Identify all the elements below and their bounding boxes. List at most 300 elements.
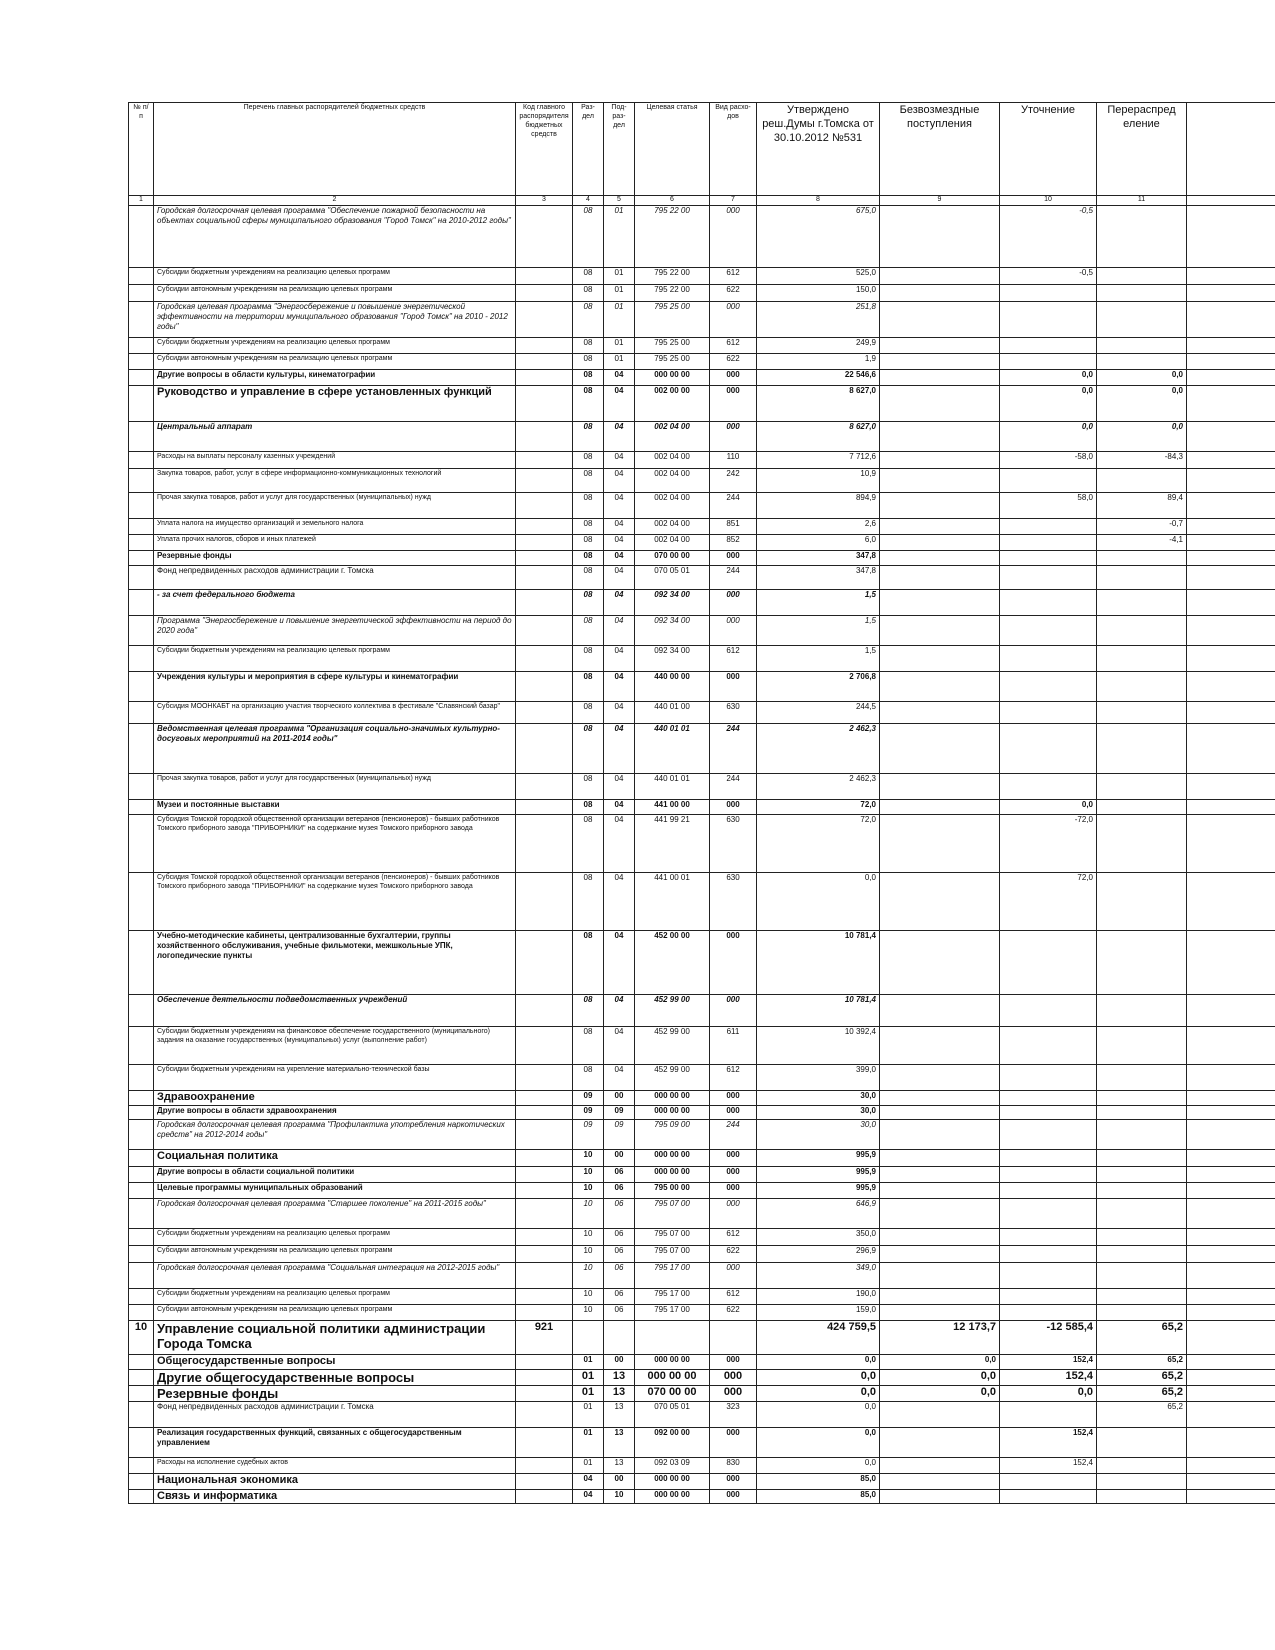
row-number [129,386,154,422]
row-expense-type: 000 [710,206,757,268]
row-number [129,1229,154,1246]
row-redistribution [1097,566,1187,590]
row-refinement [1000,551,1097,566]
row-number [129,646,154,672]
row-refinement [1000,702,1097,724]
row-refinement [1000,285,1097,302]
row-number [129,285,154,302]
row-target-article: 002 04 00 [635,493,710,519]
row-approved-amount: 0,0 [757,1402,880,1428]
row-extra-cell [1187,724,1275,774]
row-extra-cell [1187,1458,1275,1474]
row-name: Руководство и управление в сфере установленных функций [154,386,516,422]
row-refinement [1000,931,1097,995]
row-approved-amount: 30,0 [757,1091,880,1106]
row-podrazdel: 04 [604,724,635,774]
row-name: Обеспечение деятельности подведомственных учреждений [154,995,516,1027]
row-refinement [1000,1027,1097,1065]
row-code [516,800,573,815]
row-number [129,268,154,285]
row-razdel: 08 [573,422,604,452]
col-number: 4 [573,196,604,206]
row-name: Фонд непредвиденных расходов администрации г. Томска [154,566,516,590]
row-name: Закупка товаров, работ, услуг в сфере информационно-коммуникационных технологий [154,469,516,493]
row-podrazdel: 04 [604,469,635,493]
row-refinement: 0,0 [1000,386,1097,422]
row-approved-amount: 0,0 [757,1428,880,1458]
row-free-receipts [880,535,1000,551]
row-number [129,338,154,354]
row-approved-amount: 1,9 [757,354,880,370]
row-target-article: 795 07 00 [635,1246,710,1263]
row-target-article: 092 03 09 [635,1458,710,1474]
row-free-receipts [880,1183,1000,1199]
row-expense-type: 244 [710,774,757,800]
table-row [129,1355,1275,1370]
row-name: Связь и информатика [154,1490,516,1504]
table-row [129,931,1275,995]
row-approved-amount: 296,9 [757,1246,880,1263]
row-redistribution [1097,1027,1187,1065]
row-razdel: 09 [573,1120,604,1150]
row-number [129,422,154,452]
row-code [516,1355,573,1370]
row-expense-type: 000 [710,590,757,616]
row-name: Программа "Энергосбережение и повышение энергетической эффективности на период до 2020 года" [154,616,516,646]
row-code [516,370,573,386]
row-podrazdel: 06 [604,1199,635,1229]
table-row [129,1229,1275,1246]
row-extra-cell [1187,1263,1275,1289]
row-refinement [1000,590,1097,616]
row-expense-type: 630 [710,873,757,931]
row-name: Субсидии бюджетным учреждениям на реализацию целевых программ [154,338,516,354]
row-approved-amount: 85,0 [757,1490,880,1504]
row-razdel: 08 [573,338,604,354]
row-free-receipts [880,995,1000,1027]
row-code [516,1246,573,1263]
row-free-receipts [880,285,1000,302]
row-podrazdel: 13 [604,1458,635,1474]
row-target-article: 000 00 00 [635,1474,710,1490]
table-row [129,268,1275,285]
row-razdel: 01 [573,1386,604,1402]
row-expense-type: 244 [710,724,757,774]
table-row [129,1027,1275,1065]
row-redistribution [1097,1106,1187,1120]
row-approved-amount: 1,5 [757,646,880,672]
row-target-article: 441 99 21 [635,815,710,873]
row-refinement: 72,0 [1000,873,1097,931]
row-name: Учреждения культуры и мероприятия в сфере культуры и кинематографии [154,672,516,702]
row-approved-amount: 1,5 [757,590,880,616]
table-row [129,646,1275,672]
row-redistribution [1097,702,1187,724]
row-code [516,1027,573,1065]
row-podrazdel: 04 [604,370,635,386]
row-redistribution: 65,2 [1097,1402,1187,1428]
row-extra-cell [1187,702,1275,724]
row-expense-type: 630 [710,815,757,873]
row-extra-cell [1187,1183,1275,1199]
row-redistribution [1097,1428,1187,1458]
table-row [129,1167,1275,1183]
row-expense-type: 000 [710,302,757,338]
row-free-receipts [880,1289,1000,1305]
row-approved-amount: 0,0 [757,873,880,931]
row-razdel: 10 [573,1150,604,1167]
row-target-article: 000 00 00 [635,1355,710,1370]
row-redistribution: 65,2 [1097,1355,1187,1370]
row-code [516,1305,573,1321]
row-extra-cell [1187,616,1275,646]
row-podrazdel [604,1321,635,1355]
header-num: № п/п [129,103,154,196]
row-extra-cell [1187,1199,1275,1229]
row-code [516,1386,573,1402]
row-extra-cell [1187,590,1275,616]
row-podrazdel: 04 [604,616,635,646]
row-target-article: 452 99 00 [635,1065,710,1091]
row-expense-type: 000 [710,1091,757,1106]
row-target-article: 795 07 00 [635,1199,710,1229]
row-target-article: 000 00 00 [635,1167,710,1183]
row-code [516,1150,573,1167]
row-number [129,1199,154,1229]
row-extra-cell [1187,995,1275,1027]
row-refinement [1000,1474,1097,1490]
row-podrazdel: 04 [604,815,635,873]
row-target-article: 002 00 00 [635,386,710,422]
row-expense-type: 000 [710,1183,757,1199]
row-podrazdel: 01 [604,338,635,354]
row-podrazdel: 00 [604,1355,635,1370]
row-code [516,422,573,452]
row-approved-amount: 150,0 [757,285,880,302]
row-approved-amount: 249,9 [757,338,880,354]
row-razdel: 08 [573,519,604,535]
row-expense-type: 000 [710,386,757,422]
row-podrazdel: 04 [604,873,635,931]
row-razdel: 08 [573,386,604,422]
row-target-article: 795 17 00 [635,1305,710,1321]
row-approved-amount: 646,9 [757,1199,880,1229]
row-target-article: 452 99 00 [635,1027,710,1065]
row-number [129,1246,154,1263]
row-code [516,774,573,800]
row-name: Субсидия Томской городской общественной организации ветеранов (пенсионеров) - бывших работников Томского приборного завода "ПРИБОРНИКИ" на содержание музея Томского приборного завода [154,815,516,873]
row-name: Городская целевая программа "Энергосбережение и повышение энергетической эффективности на территории муниципального образования "Город Томск" на 2010 - 2012 годы" [154,302,516,338]
row-code [516,354,573,370]
row-name: Субсидии автономным учреждениям на реализацию целевых программ [154,285,516,302]
row-name: Расходы на выплаты персоналу казенных учреждений [154,452,516,469]
row-redistribution [1097,268,1187,285]
row-razdel: 10 [573,1263,604,1289]
row-extra-cell [1187,774,1275,800]
row-redistribution: 0,0 [1097,386,1187,422]
row-code [516,551,573,566]
row-razdel: 04 [573,1474,604,1490]
table-row [129,206,1275,268]
row-expense-type: 612 [710,1065,757,1091]
row-number [129,702,154,724]
row-podrazdel: 06 [604,1229,635,1246]
row-target-article: 000 00 00 [635,1490,710,1504]
row-extra-cell [1187,1150,1275,1167]
row-redistribution [1097,1150,1187,1167]
row-number [129,1305,154,1321]
row-podrazdel: 06 [604,1289,635,1305]
row-target-article: 000 00 00 [635,1091,710,1106]
row-podrazdel: 04 [604,774,635,800]
table-row [129,702,1275,724]
row-free-receipts [880,469,1000,493]
row-free-receipts: 12 173,7 [880,1321,1000,1355]
row-razdel: 01 [573,1402,604,1428]
row-number [129,469,154,493]
row-extra-cell [1187,1106,1275,1120]
row-code [516,646,573,672]
row-extra-cell [1187,800,1275,815]
row-code [516,1120,573,1150]
col-number: 8 [757,196,880,206]
row-redistribution: -84,3 [1097,452,1187,469]
row-approved-amount: 22 546,6 [757,370,880,386]
row-number [129,873,154,931]
row-refinement [1000,1150,1097,1167]
row-free-receipts [880,1120,1000,1150]
row-expense-type: 622 [710,1305,757,1321]
row-redistribution: 65,2 [1097,1321,1187,1355]
row-target-article: 092 34 00 [635,646,710,672]
row-expense-type: 000 [710,1263,757,1289]
row-approved-amount: 251,8 [757,302,880,338]
row-approved-amount: 8 627,0 [757,422,880,452]
row-free-receipts [880,551,1000,566]
row-expense-type: 000 [710,1428,757,1458]
row-free-receipts [880,672,1000,702]
row-approved-amount: 159,0 [757,1305,880,1321]
row-redistribution [1097,995,1187,1027]
row-name: Субсидия МООНКАБТ на организацию участия творческого коллектива в фестивале "Славянский базар" [154,702,516,724]
row-podrazdel: 06 [604,1263,635,1289]
row-expense-type: 612 [710,1289,757,1305]
row-expense-type: 000 [710,931,757,995]
row-razdel: 04 [573,1490,604,1504]
row-approved-amount: 10 392,4 [757,1027,880,1065]
row-name: Резервные фонды [154,1386,516,1402]
row-code [516,702,573,724]
row-approved-amount: 894,9 [757,493,880,519]
row-free-receipts [880,1305,1000,1321]
row-name: Уплата налога на имущество организаций и земельного налога [154,519,516,535]
row-extra-cell [1187,1474,1275,1490]
row-number [129,1490,154,1504]
row-approved-amount: 10 781,4 [757,995,880,1027]
row-target-article: 000 00 00 [635,1370,710,1386]
table-row [129,422,1275,452]
row-number [129,931,154,995]
row-number [129,452,154,469]
row-refinement [1000,1183,1097,1199]
row-extra-cell [1187,268,1275,285]
row-refinement [1000,354,1097,370]
row-code [516,590,573,616]
header-approved: Утверждено реш.Думы г.Томска от 30.10.2012 №531 [757,103,880,196]
row-approved-amount: 2 462,3 [757,774,880,800]
row-free-receipts [880,1106,1000,1120]
row-refinement [1000,1289,1097,1305]
col-number: 3 [516,196,573,206]
row-redistribution [1097,1120,1187,1150]
row-expense-type: 622 [710,285,757,302]
row-extra-cell [1187,1229,1275,1246]
table-row [129,1065,1275,1091]
row-extra-cell [1187,1167,1275,1183]
row-extra-cell [1187,873,1275,931]
row-target-article: 795 25 00 [635,302,710,338]
row-refinement: 58,0 [1000,493,1097,519]
row-target-article: 092 00 00 [635,1428,710,1458]
row-expense-type: 612 [710,1229,757,1246]
row-expense-type: 000 [710,616,757,646]
row-extra-cell [1187,672,1275,702]
row-number [129,1027,154,1065]
table-row [129,302,1275,338]
row-expense-type: 852 [710,535,757,551]
row-extra-cell [1187,1490,1275,1504]
row-approved-amount: 72,0 [757,800,880,815]
col-number: 6 [635,196,710,206]
row-target-article: 070 00 00 [635,1386,710,1402]
row-refinement [1000,724,1097,774]
row-podrazdel: 04 [604,702,635,724]
row-target-article: 440 01 01 [635,724,710,774]
row-name: Музеи и постоянные выставки [154,800,516,815]
row-free-receipts [880,1167,1000,1183]
row-number [129,1091,154,1106]
row-podrazdel: 04 [604,1027,635,1065]
table-row [129,386,1275,422]
row-razdel: 08 [573,590,604,616]
table-row [129,469,1275,493]
row-podrazdel: 04 [604,1065,635,1091]
row-free-receipts: 0,0 [880,1386,1000,1402]
row-name: Субсидия Томской городской общественной организации ветеранов (пенсионеров) - бывших работников Томского приборного завода "ПРИБОРНИКИ" на содержание музея Томского приборного завода [154,873,516,931]
row-redistribution [1097,1305,1187,1321]
row-podrazdel: 04 [604,672,635,702]
row-approved-amount: 10,9 [757,469,880,493]
row-razdel: 10 [573,1229,604,1246]
row-target-article: 002 04 00 [635,535,710,551]
row-name: Субсидии автономным учреждениям на реализацию целевых программ [154,1305,516,1321]
row-razdel: 08 [573,1027,604,1065]
row-razdel: 08 [573,995,604,1027]
row-redistribution [1097,1458,1187,1474]
row-redistribution [1097,1246,1187,1263]
row-extra-cell [1187,386,1275,422]
header-target-article: Целевая статья [635,103,710,196]
row-number [129,1167,154,1183]
row-code [516,995,573,1027]
row-free-receipts [880,268,1000,285]
row-extra-cell [1187,338,1275,354]
row-code [516,302,573,338]
row-podrazdel: 13 [604,1428,635,1458]
row-expense-type: 851 [710,519,757,535]
row-free-receipts [880,519,1000,535]
row-approved-amount: 2,6 [757,519,880,535]
row-expense-type: 622 [710,354,757,370]
row-refinement: -72,0 [1000,815,1097,873]
row-podrazdel: 04 [604,800,635,815]
row-redistribution [1097,354,1187,370]
row-code [516,1229,573,1246]
row-free-receipts [880,1091,1000,1106]
row-podrazdel: 09 [604,1120,635,1150]
row-free-receipts: 0,0 [880,1355,1000,1370]
row-code [516,452,573,469]
row-refinement: 0,0 [1000,1386,1097,1402]
row-target-article: 000 00 00 [635,1106,710,1120]
row-name: Центральный аппарат [154,422,516,452]
row-podrazdel: 13 [604,1386,635,1402]
row-extra-cell [1187,452,1275,469]
row-approved-amount: 7 712,6 [757,452,880,469]
row-free-receipts [880,386,1000,422]
row-approved-amount: 244,5 [757,702,880,724]
row-free-receipts [880,452,1000,469]
row-name: Субсидии автономным учреждениям на реализацию целевых программ [154,1246,516,1263]
row-expense-type: 000 [710,1150,757,1167]
row-free-receipts [880,1490,1000,1504]
row-code [516,815,573,873]
row-name: Субсидии автономным учреждениям на реализацию целевых программ [154,354,516,370]
row-target-article [635,1321,710,1355]
row-redistribution [1097,774,1187,800]
row-code [516,1183,573,1199]
row-approved-amount: 399,0 [757,1065,880,1091]
row-expense-type: 612 [710,646,757,672]
row-razdel: 08 [573,566,604,590]
row-number [129,493,154,519]
row-refinement [1000,1490,1097,1504]
row-expense-type: 000 [710,1167,757,1183]
row-number [129,800,154,815]
header-refinement: Уточнение [1000,103,1097,196]
row-code [516,1458,573,1474]
row-extra-cell [1187,1386,1275,1402]
row-number: 10 [129,1321,154,1355]
row-number [129,535,154,551]
row-code [516,1370,573,1386]
row-extra-cell [1187,1120,1275,1150]
row-approved-amount: 525,0 [757,268,880,285]
row-name: Городская долгосрочная целевая программа "Социальная интеграция на 2012-2015 годы" [154,1263,516,1289]
row-extra-cell [1187,646,1275,672]
row-name: Управление социальной политики администрации Города Томска [154,1321,516,1355]
row-expense-type: 612 [710,268,757,285]
table-row [129,672,1275,702]
row-target-article: 070 05 01 [635,566,710,590]
row-code [516,386,573,422]
row-refinement [1000,672,1097,702]
row-approved-amount: 30,0 [757,1120,880,1150]
row-razdel: 08 [573,815,604,873]
row-redistribution [1097,1199,1187,1229]
row-razdel: 10 [573,1183,604,1199]
row-refinement: 152,4 [1000,1428,1097,1458]
